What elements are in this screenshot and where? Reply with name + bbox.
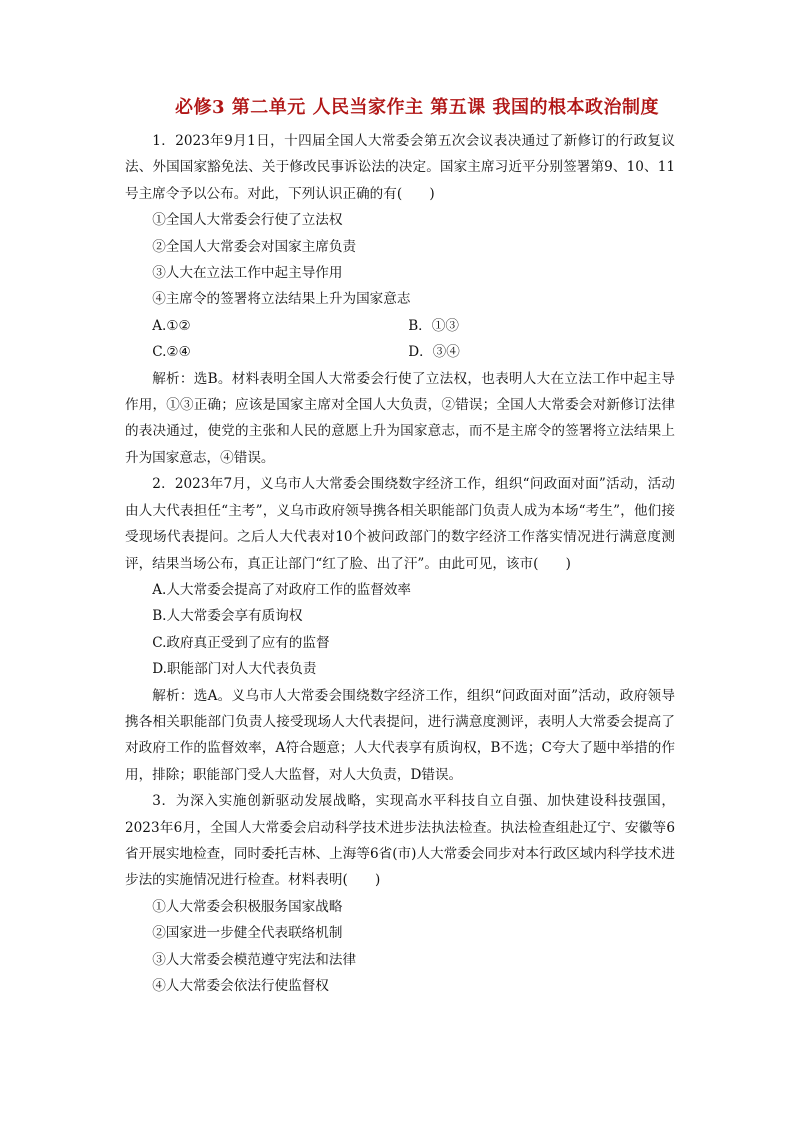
- q1-choice-c: C.②④: [152, 344, 191, 361]
- q1-statement-2: ②全国人大常委会对国家主席负责: [152, 238, 357, 255]
- q3-statement-2: ②国家进一步健全代表联络机制: [152, 925, 343, 942]
- q3-statement-3: ③人大常委会模范遵守宪法和法律: [152, 951, 357, 968]
- q2-option-a: A.人大常委会提高了对政府工作的监督效率: [152, 581, 412, 598]
- q1-choice-b: B．①③: [408, 317, 459, 334]
- q3-statement-1: ①人大常委会积极服务国家战略: [152, 898, 343, 915]
- question-2-stem: 2．2023年7月，义乌市人大常委会围绕数字经济工作，组织“问政面对面”活动，活动由人大代表担任“主考”，义乌市政府领导携各相关职能部门负责人成为本场“考生”，他们接受现场代表提问。之后人大代表对10个被问政部门的数字经济工作落实情况进行满意度测评，结果当场公布，真正让部门“红了脸、出了汗”。由此可见，该市( ): [125, 476, 675, 572]
- q1-statement-3: ③人大在立法工作中起主导作用: [152, 265, 343, 282]
- q1-statement-4: ④主席令的签署将立法结果上升为国家意志: [152, 291, 411, 308]
- q2-analysis: 解析：选A。义乌市人大常委会围绕数字经济工作，组织“问政面对面”活动，政府领导携各相关职能部门负责人接受现场人大代表提问，进行满意度测评，表明人大常委会提高了对政府工作的监督效率，A符合题意；人大代表享有质询权，B不选；C夸大了题中举措的作用，排除；职能部门受人大监督，对人大负责，D错误。: [125, 687, 675, 783]
- document-body: [125, 128, 675, 999]
- q2-option-c: C.政府真正受到了应有的监督: [152, 634, 330, 651]
- question-1-stem: 1．2023年9月1日，十四届全国人大常委会第五次会议表决通过了新修订的行政复议法、外国国家豁免法、关于修改民事诉讼法的决定。国家主席习近平分别签署第9、10、11号主席令予以公布。对此，下列认识正确的有( ): [125, 133, 675, 202]
- q2-option-b: B.人大常委会享有质询权: [152, 608, 303, 625]
- page-title: 必修3 第二单元 人民当家作主 第五课 我国的根本政治制度: [174, 97, 660, 118]
- q1-analysis: 解析：选B。材料表明全国人大常委会行使了立法权，也表明人大在立法工作中起主导作用，①③正确；应该是国家主席对全国人大负责，②错误；全国人大常委会对新修订法律的表决通过，使党的主张和人民的意愿上升为国家意志，而不是主席令的签署将立法结果上升为国家意志，④错误。: [125, 370, 675, 466]
- q2-option-d: D.职能部门对人大代表负责: [152, 661, 317, 678]
- q3-statement-4: ④人大常委会依法行使监督权: [152, 978, 329, 994]
- q1-choices-row-2: [125, 339, 675, 365]
- q1-statement-1: ①全国人大常委会行使了立法权: [152, 212, 343, 229]
- q1-choice-d: D．③④: [408, 344, 460, 361]
- q1-choices-row-1: [125, 313, 675, 339]
- q1-choice-a: A.①②: [152, 317, 191, 334]
- question-3-stem: 3．为深入实施创新驱动发展战略，实现高水平科技自立自强、加快建设科技强国，2023年6月，全国人大常委会启动科学技术进步法执法检查。执法检查组赴辽宁、安徽等6省开展实地检查，同时委托吉林、上海等6省(市)人大常委会同步对本行政区域内科学技术进步法的实施情况进行检查。材料表明( ): [125, 793, 675, 889]
